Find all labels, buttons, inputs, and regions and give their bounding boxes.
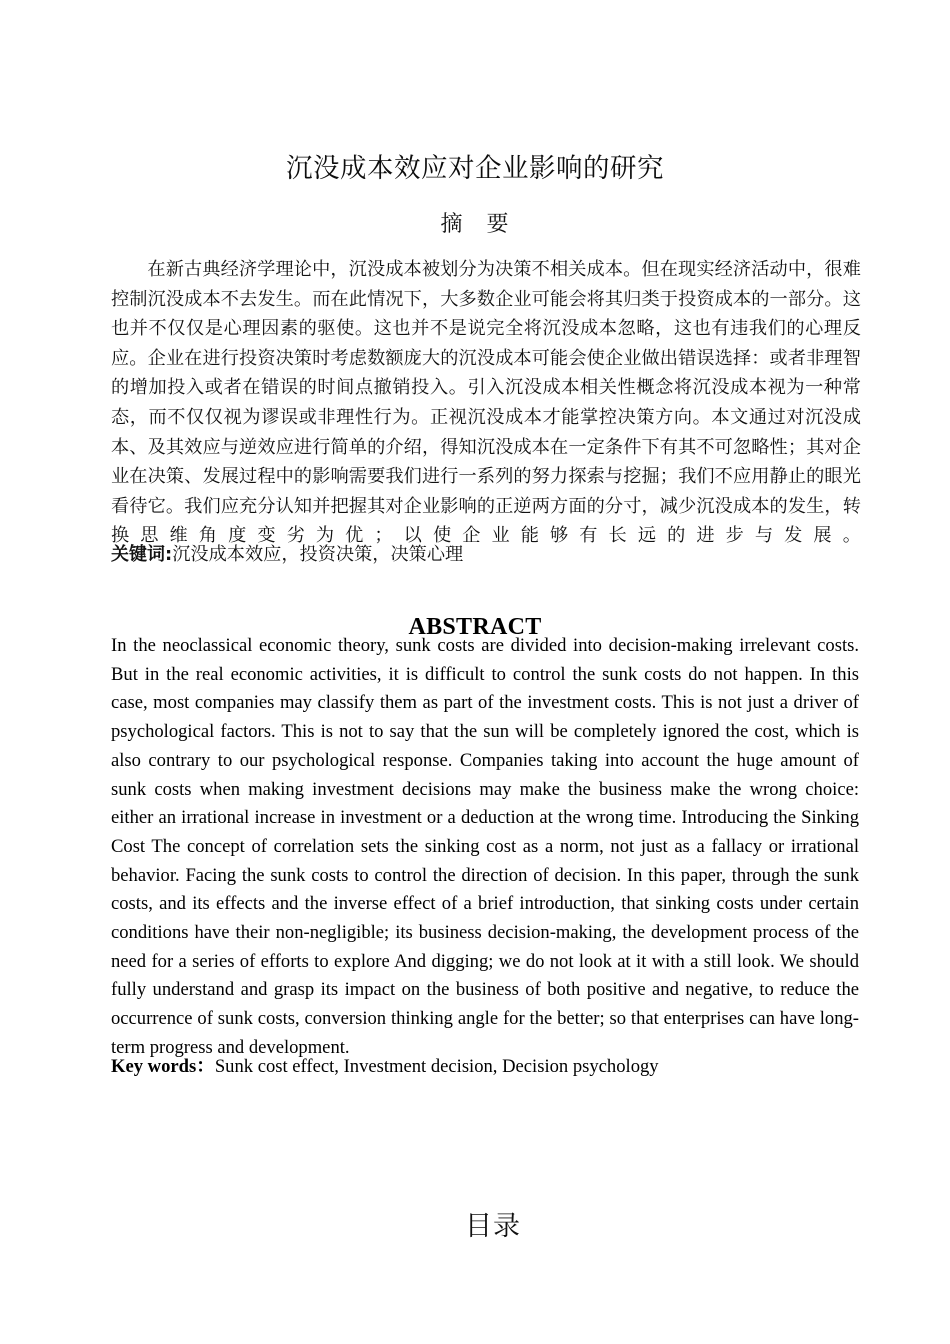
english-keywords-value: Sunk cost effect, Investment decision, Decision psychology [214, 1056, 659, 1077]
chinese-abstract-body [111, 255, 861, 551]
table-of-contents-heading: 目录 [465, 1211, 521, 1243]
chinese-abstract-heading: 摘 要 [440, 212, 510, 238]
chinese-keywords-line [111, 541, 871, 569]
page-title: 沉没成本效应对企业影响的研究 [286, 152, 664, 184]
english-abstract-heading: ABSTRACT [408, 613, 542, 640]
chinese-keywords-separator: : [165, 544, 173, 565]
chinese-keywords-label: 关键词 [111, 544, 165, 565]
english-abstract-paragraph: In the neoclassical economic theory, sunk costs are divided into decision-making irrelevant costs. But in the real economic activities, it is difficult to control the sunk costs do not happen. In this case, most companies may classify them as part of the investment costs. This is not just a driver of psychological factors. This is not to say that the sun will be completely ignored the cost, which is also contrary to our psychological response. Companies taking into account the huge amount of sunk costs when making investment decisions may make the business make the wrong choice: either an irrational increase in investment or a deduction at the wrong time. Introducing the Sinking Cost The concept of correlation sets the sinking cost as a norm, not just as a fallacy or irrational behavior. Facing the sunk costs to control the direction of decision. In this paper, through the sunk costs, and its effects and the inverse effect of a brief introduction, that sinking costs under certain conditions have their non-negligible; its business decision-making, the development process of the need for a series of efforts to explore And digging; we do not look at it with a still look. We should fully understand and grasp its impact on the business of both positive and negative, to reduce the occurrence of sunk costs, conversion thinking angle for the better; so that enterprises can have long-term progress and development. [111, 635, 859, 1058]
chinese-abstract-paragraph: 在新古典经济学理论中，沉没成本被划分为决策不相关成本。但在现实经济活动中，很难控制沉没成本不去发生。而在此情况下，大多数企业可能会将其归类于投资成本的一部分。这也并不仅仅是心理因素的驱使。这也并不是说完全将沉没成本忽略，这也有违我们的心理反应。企业在进行投资决策时考虑数额庞大的沉没成本可能会使企业做出错误选择：或者非理智的增加投入或者在错误的时间点撤销投入。引入沉没成本相关性概念将沉没成本视为一种常态，而不仅仅视为谬误或非理性行为。正视沉没成本才能掌控决策方向。本文通过对沉没成本、及其效应与逆效应进行简单的介绍，得知沉没成本在一定条件下有其不可忽略性；其对企业在决策、发展过程中的影响需要我们进行一系列的努力探索与挖掘；我们不应用静止的眼光看待它。我们应充分认知并把握其对企业影响的正逆两方面的分寸，减少沉没成本的发生，转换思维角度变劣为优；以使企业能够有长远的进步与发展。 [111, 259, 861, 547]
english-abstract-body [111, 632, 859, 1063]
chinese-keywords-value: 沉没成本效应，投资决策，决策心理 [172, 544, 464, 565]
english-keywords-line [111, 1053, 871, 1081]
english-keywords-separator: ： [196, 1056, 215, 1077]
english-keywords-label: Key words [111, 1056, 197, 1077]
